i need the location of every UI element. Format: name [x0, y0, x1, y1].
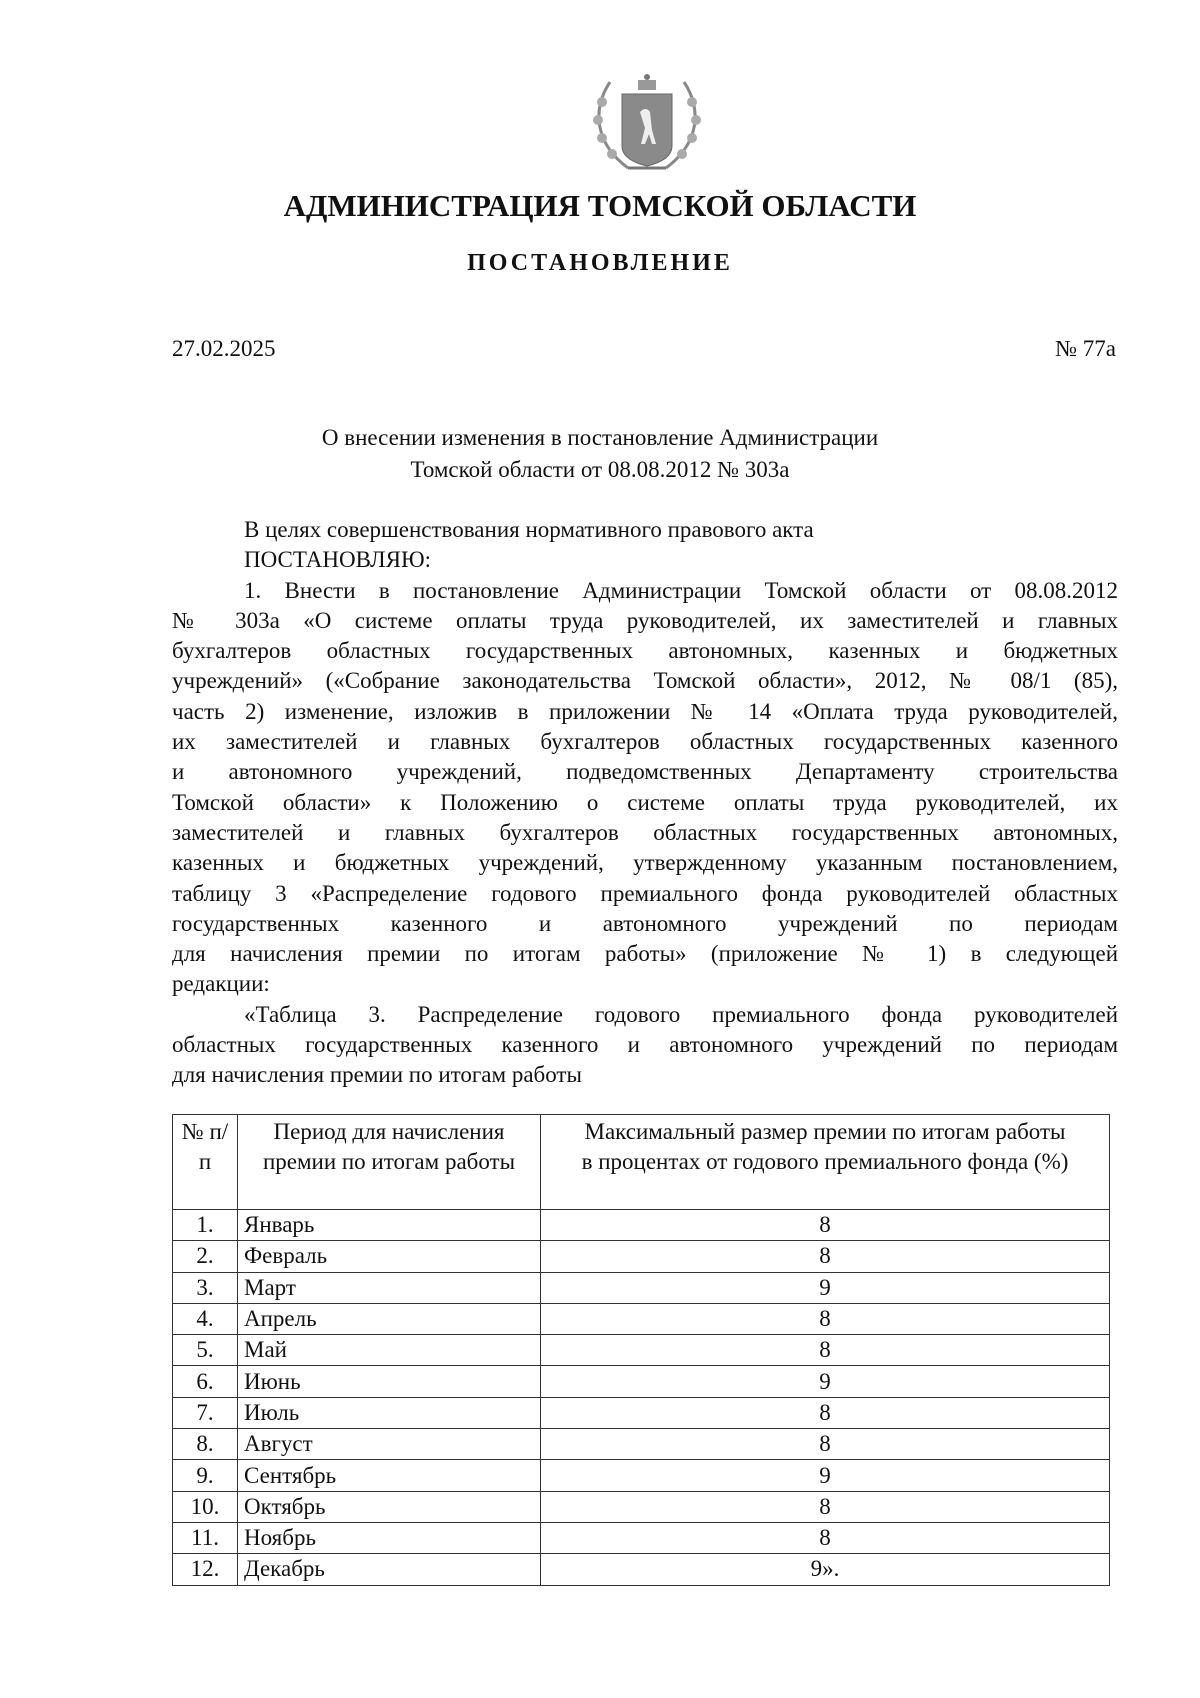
- table-row: [173, 1397, 1110, 1428]
- paragraph-line: № 303а «О системе оплаты труда руководителей, их заместителей и главных: [172, 607, 1118, 633]
- table-row: [173, 1460, 1110, 1491]
- table-row: [173, 1303, 1110, 1334]
- caption-line: «Таблица 3. Распределение годового премиального фонда руководителей: [244, 1001, 1118, 1027]
- table-row: [173, 1522, 1110, 1553]
- caption-line: областных государственных казенного и автономного учреждений по периодам: [172, 1032, 1118, 1058]
- table-row: [173, 1241, 1110, 1272]
- subject-line: Томской области от 08.08.2012 № 303а: [410, 457, 790, 482]
- paragraph-line: редакции:: [172, 971, 270, 997]
- row-number: 3.: [173, 1272, 238, 1303]
- row-month: Сентябрь: [238, 1460, 541, 1491]
- row-month: Октябрь: [238, 1491, 541, 1522]
- row-bonus-percent: 8: [541, 1210, 1110, 1241]
- paragraph-line: Томской области» к Положению о системе оплаты труда руководителей, их: [172, 789, 1118, 815]
- table-header-row: [173, 1115, 1110, 1210]
- row-number: 7.: [173, 1397, 238, 1428]
- row-bonus-percent: 9».: [541, 1554, 1110, 1585]
- document-number: № 77а: [1055, 336, 1116, 361]
- document-date: 27.02.2025: [172, 336, 276, 361]
- row-month: Май: [238, 1335, 541, 1366]
- row-bonus-percent: 8: [541, 1429, 1110, 1460]
- row-bonus-percent: 8: [541, 1522, 1110, 1553]
- paragraph-line: таблицу 3 «Распределение годового премиального фонда руководителей областных: [172, 880, 1118, 906]
- table-caption: [172, 1000, 1118, 1091]
- row-number: 5.: [173, 1335, 238, 1366]
- caption-line: для начисления премии по итогам работы: [172, 1062, 582, 1088]
- header-period: Период для начисления премии по итогам работы: [238, 1115, 541, 1210]
- row-bonus-percent: 8: [541, 1397, 1110, 1428]
- table-row: [173, 1491, 1110, 1522]
- row-month: Март: [238, 1272, 541, 1303]
- row-number: 4.: [173, 1303, 238, 1334]
- row-month: Февраль: [238, 1241, 541, 1272]
- row-bonus-percent: 8: [541, 1491, 1110, 1522]
- row-month: Ноябрь: [238, 1522, 541, 1553]
- document-subject: [0, 422, 1200, 486]
- paragraph-line: учреждений» («Собрание законодательства Томской области», 2012, № 08/1 (85),: [172, 668, 1118, 694]
- row-number: 1.: [173, 1210, 238, 1241]
- row-number: 12.: [173, 1554, 238, 1585]
- row-number: 9.: [173, 1460, 238, 1491]
- row-bonus-percent: 8: [541, 1335, 1110, 1366]
- paragraph-line: заместителей и главных бухгалтеров областных государственных автономных,: [172, 819, 1118, 845]
- resolve-text: ПОСТАНОВЛЯЮ:: [244, 547, 432, 573]
- paragraph-line: 1. Внести в постановление Администрации Томской области от 08.08.2012: [244, 577, 1118, 603]
- paragraph-line: для начисления премии по итогам работы» (приложение № 1) в следующей: [172, 941, 1118, 967]
- table-row: [173, 1366, 1110, 1397]
- row-number: 11.: [173, 1522, 238, 1553]
- document-body: [172, 515, 1118, 1091]
- paragraph-line: бухгалтеров областных государственных автономных, казенных и бюджетных: [172, 638, 1118, 664]
- header-number: № п/п: [173, 1115, 238, 1210]
- row-number: 8.: [173, 1429, 238, 1460]
- paragraph-line: государственных казенного и автономного учреждений по периодам: [172, 910, 1118, 936]
- table-row: [173, 1272, 1110, 1303]
- row-bonus-percent: 9: [541, 1272, 1110, 1303]
- table-row: [173, 1335, 1110, 1366]
- row-month: Июнь: [238, 1366, 541, 1397]
- header-max-bonus: Максимальный размер премии по итогам работы в процентах от годового премиального фонда (%): [541, 1115, 1110, 1210]
- item-1-paragraph: [172, 576, 1118, 1000]
- row-bonus-percent: 9: [541, 1460, 1110, 1491]
- row-number: 6.: [173, 1366, 238, 1397]
- document-type: ПОСТАНОВЛЕНИЕ: [467, 250, 733, 276]
- coat-of-arms-emblem: [588, 72, 706, 178]
- row-number: 2.: [173, 1241, 238, 1272]
- paragraph-line: и автономного учреждений, подведомственных Департаменту строительства: [172, 759, 1118, 785]
- row-month: Январь: [238, 1210, 541, 1241]
- row-bonus-percent: 8: [541, 1241, 1110, 1272]
- row-month: Декабрь: [238, 1554, 541, 1585]
- organization-title: АДМИНИСТРАЦИЯ ТОМСКОЙ ОБЛАСТИ: [283, 188, 917, 223]
- paragraph-line: часть 2) изменение, изложив в приложении № 14 «Оплата труда руководителей,: [172, 698, 1118, 724]
- intro-text: В целях совершенствования нормативного правового акта: [244, 517, 814, 542]
- row-bonus-percent: 8: [541, 1303, 1110, 1334]
- row-month: Август: [238, 1429, 541, 1460]
- table-row: [173, 1429, 1110, 1460]
- row-bonus-percent: 9: [541, 1366, 1110, 1397]
- row-month: Апрель: [238, 1303, 541, 1334]
- paragraph-line: их заместителей и главных бухгалтеров областных государственных казенного: [172, 729, 1118, 755]
- row-month: Июль: [238, 1397, 541, 1428]
- table-row: [173, 1210, 1110, 1241]
- subject-line: О внесении изменения в постановление Администрации: [321, 425, 879, 450]
- row-number: 10.: [173, 1491, 238, 1522]
- table-row: [173, 1554, 1110, 1585]
- paragraph-line: казенных и бюджетных учреждений, утвержденному указанным постановлением,: [172, 850, 1118, 876]
- bonus-distribution-table: [172, 1114, 1110, 1586]
